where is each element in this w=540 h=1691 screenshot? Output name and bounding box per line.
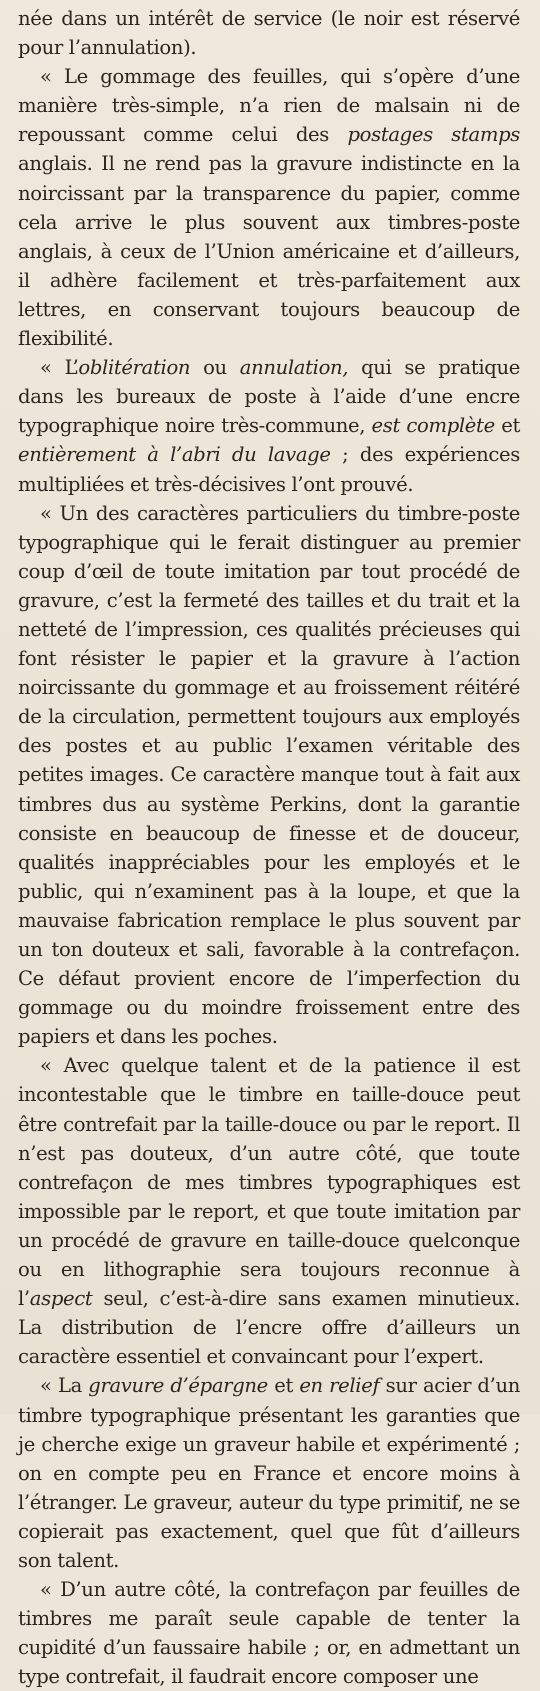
text-run: et [494,414,520,438]
paragraph [18,353,520,498]
text-run: « D’un autre côté, la contrefaçon par feuilles de timbres me paraît seule capable de tenter la cupidité d’un faussaire habile ; or, en admettant un type contrefait, il faudrait encore composer une [18,1578,520,1689]
text-run: « La [40,1374,89,1398]
text-run: « Avec quelque talent et de la patience il est incontestable que le timbre en taille-douce peut être contrefait par la taille-douce ou par le report. Il n’est pas douteux, d’un autre côté, que toute contrefaçon de mes timbres typographiques est impossible par le report, et que toute imitation par un procédé de gravure en taille-douce quelconque ou en lithographie sera toujours reconnue à l’ [18,1054,520,1311]
text-run: ou [190,356,240,380]
text-run: « Un des caractères particuliers du timbre-poste typographique qui le ferait distinguer au premier coup d’œil de toute imitation par tout procédé de gravure, c’est la fermeté des tailles et du trait et la netteté de l’impression, ces qualités précieuses qui font résister le papier et la gravure à l’action noircissante du gommage et au froissement réitéré de la circulation, permettent toujours aux employés des postes et au public l’examen véritable des petites images. Ce caractère manque tout à fait aux timbres dus au système Perkins, dont la garantie consiste en beaucoup de finesse et de douceur, qualités inappréciables pour les employés et le public, qui n’examinent pas à la loupe, et que la mauvaise fabrication remplace le plus souvent par un ton douteux et sali, favorable à la contrefaçon. Ce défaut provient encore de l’imperfection du gommage ou du moindre froissement entre des papiers et dans les poches. [18,501,520,1049]
italic-text-run: entièrement à l’abri du lavage [18,443,331,467]
paragraph [18,62,520,353]
italic-text-run: annulation, [239,356,349,380]
paragraph [18,1575,520,1691]
text-run: anglais. Il ne rend pas la gravure indistincte en la noircissant par la transparence du papier, comme cela arrive le plus souvent aux timbres-poste anglais, à ceux de l’Union américaine et d’ailleurs, il adhère facilement et très-parfaitement aux lettres, en conservant toujours beaucoup de flexibilité. [18,152,520,351]
paragraph [18,4,520,62]
text-run: « L’ [40,356,79,380]
italic-text-run: en relief [299,1374,380,1398]
text-run: qui se pratique dans les bureaux de poste à l’aide d’une encre typographique noire très-commune, [18,356,520,438]
text-run: et [267,1374,300,1398]
italic-text-run: est complète [371,414,495,438]
text-run: « Le gommage des feuilles, qui s’opère d’une manière très-simple, n’a rien de malsain ni de repoussant comme celui des [18,65,520,147]
paragraph [18,499,520,1052]
text-run: ; des expériences multipliées et très-décisives l’ont prouvé. [18,443,521,496]
text-run: sur acier d’un timbre typographique présentant les garanties que je cherche exige un graveur habile et expérimenté ; on en compte peu en France et encore moins à l’étranger. Le graveur, auteur du type primitif, ne se copierait pas exactement, quel que fût d’ailleurs son talent. [18,1374,521,1572]
paragraph [18,1371,520,1575]
italic-text-run: aspect [29,1287,93,1311]
paragraph [18,1051,520,1371]
italic-text-run: postages stamps [347,123,520,147]
italic-text-run: oblitération [78,356,191,380]
italic-text-run: gravure d’épargne [88,1374,268,1398]
text-run: seul, c’est-à-dire sans examen minutieux. La distribution de l’encre offre d’ailleurs un caractère essentiel et convaincant pour l’expert. [18,1287,520,1369]
text-run: née dans un intérêt de service (le noir est réservé pour l’annulation). [18,7,520,60]
